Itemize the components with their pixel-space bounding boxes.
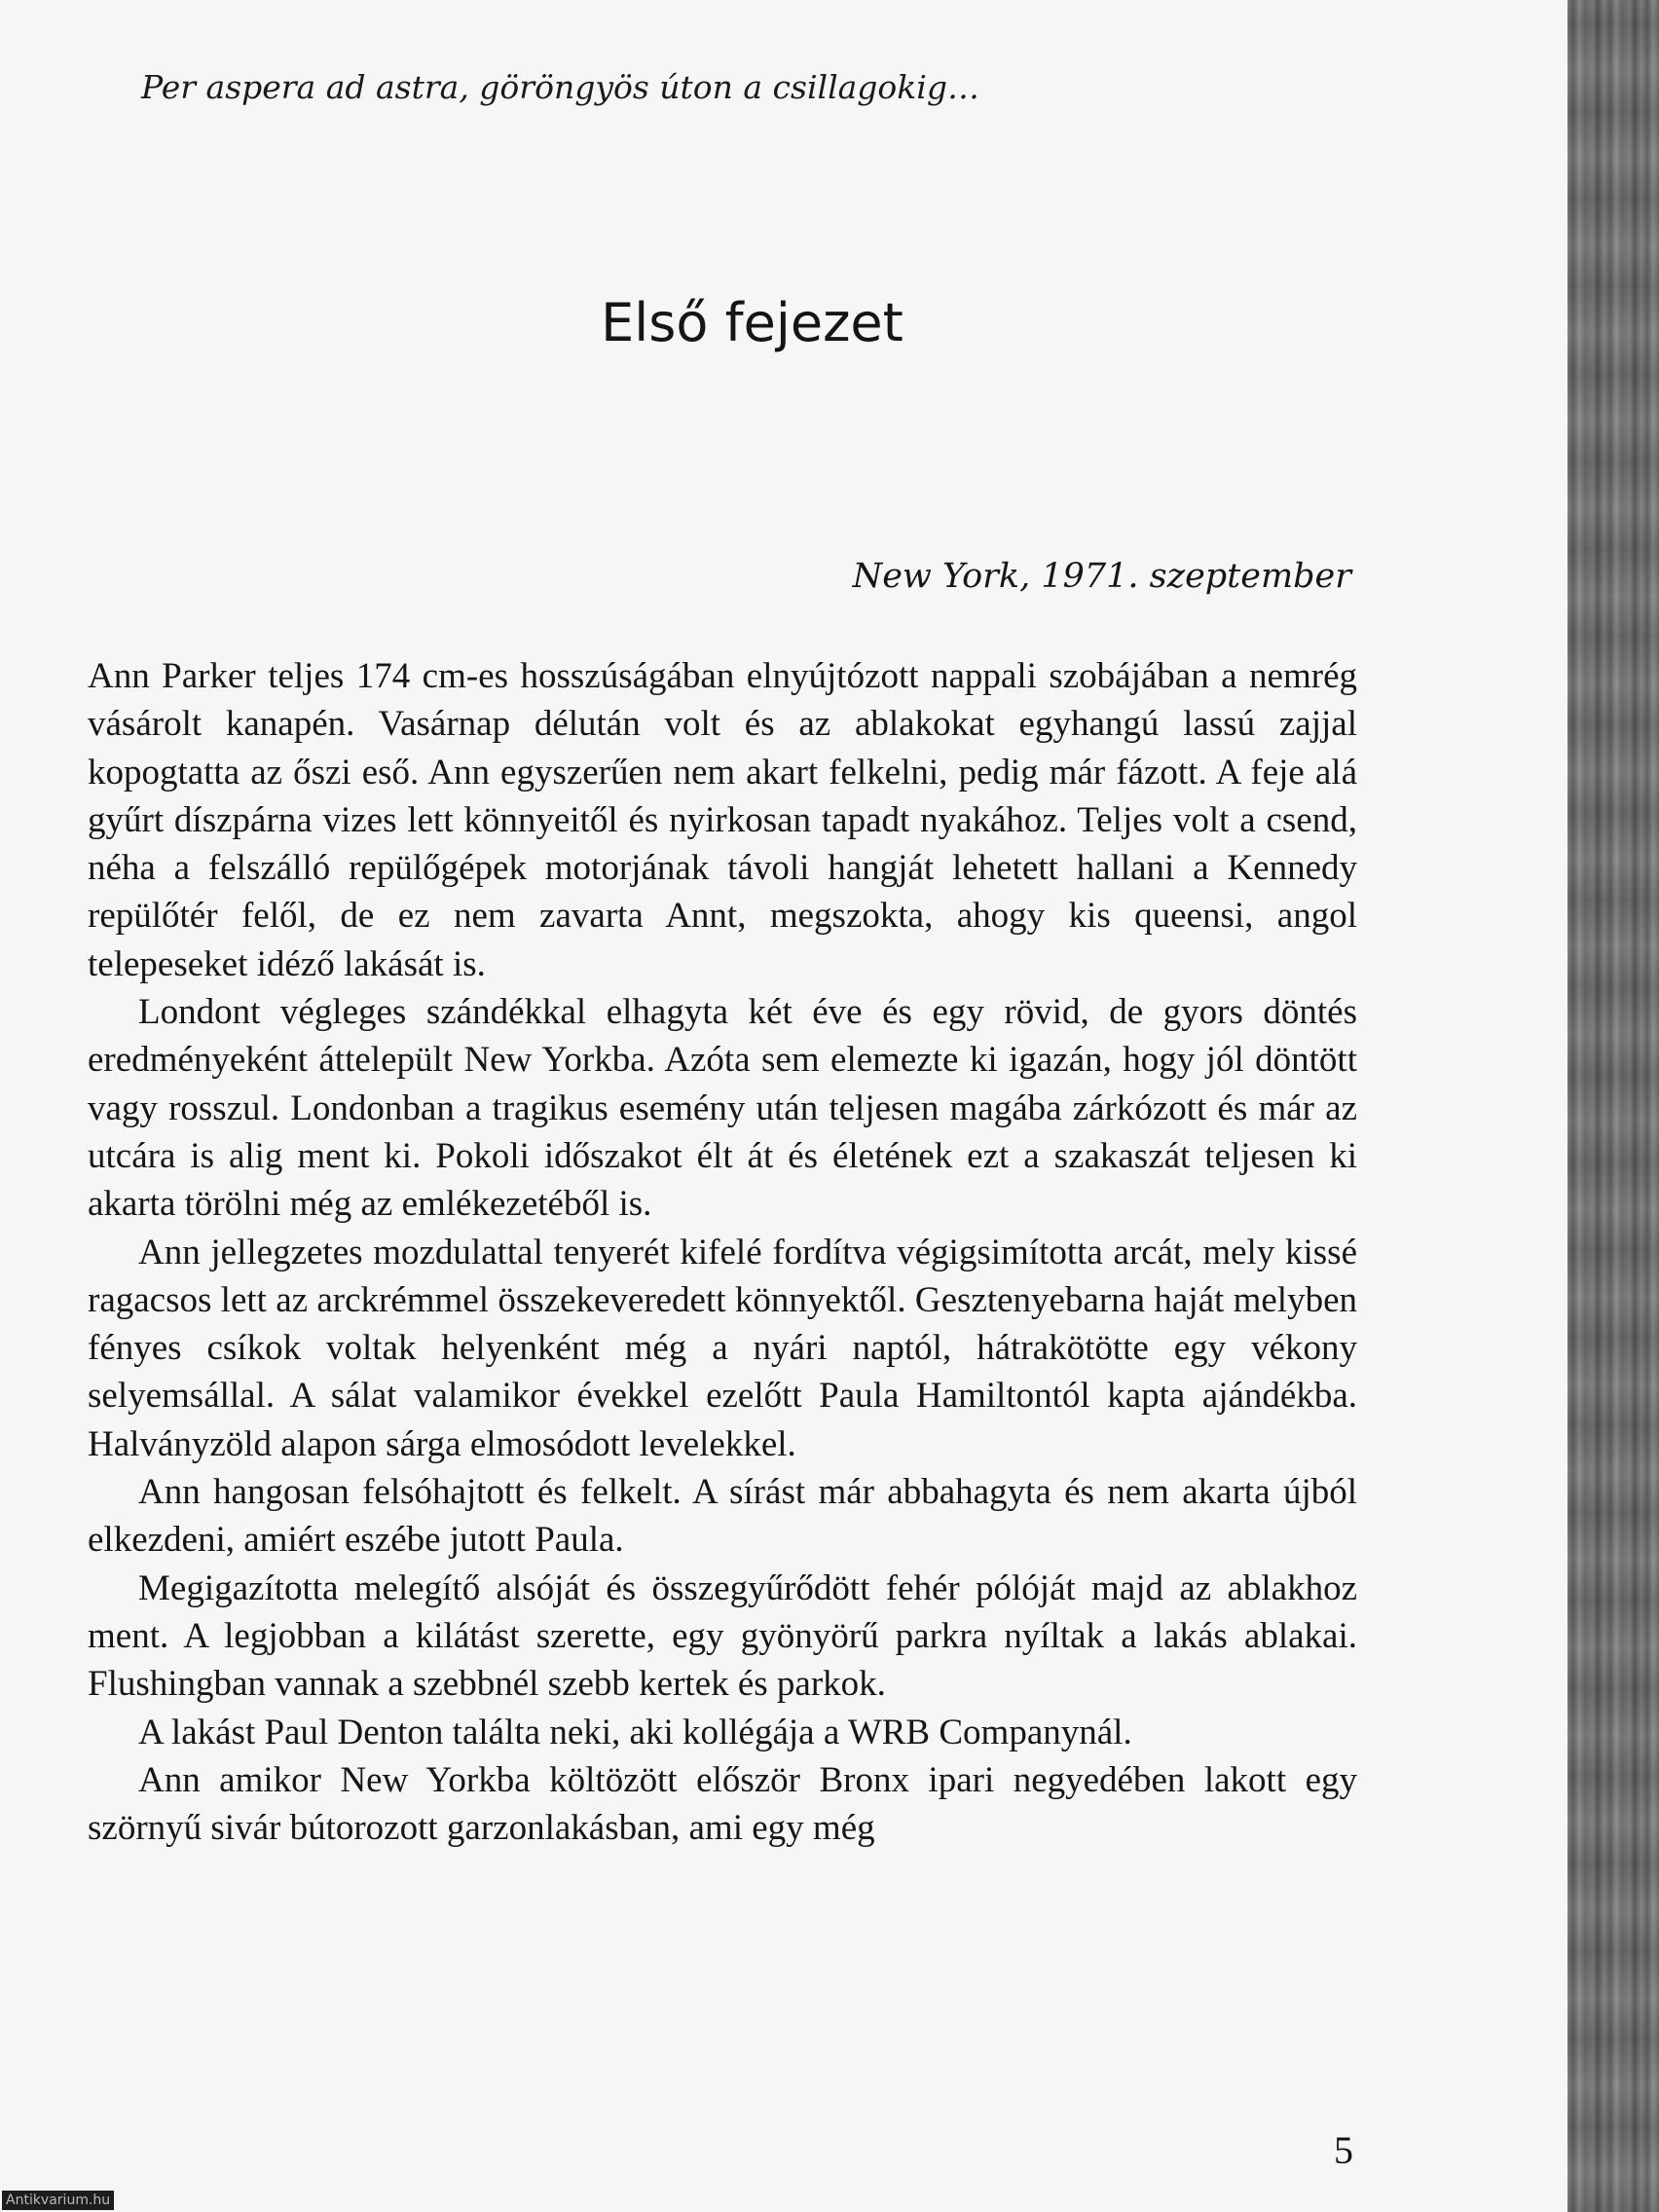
wooden-surface-background [1567,0,1659,2212]
paragraph: Londont végleges szándékkal elhagyta két éve és egy rövid, de gyors döntés eredményeként áttelepült New Yorkba. Azóta sem elemezte ki igazán, hogy jól döntött vagy rosszul. Londonban a tragikus esemény után teljesen magába zárkózott és már az utcára is alig ment ki. Pokoli időszakot élt át és életének ezt a szakaszát teljesen ki akarta törölni még az emlékezetéből is. [88,992,1357,1225]
paragraph: Ann jellegzetes mozdulattal tenyerét kifelé fordítva végigsimította arcát, mely kissé ragacsos lett az arckrémmel összekeveredett könnyektől. Gesztenyebarna haját melyben fényes csíkok voltak helyenként még a nyári naptól, hátrakötötte egy vékony selyemsállal. A sálat valamikor évekkel ezelőtt Paula Hamiltontól kapta ajándékba. Halványzöld alapon sárga elmosódott levelekkel. [88,1232,1357,1464]
chapter-title: Első fejezet [601,292,903,353]
dateline: New York, 1971. szeptember [852,557,1351,596]
epigraph: Per aspera ad astra, göröngyös úton a csillagokig… [141,68,979,106]
watermark: Antikvarium.hu [2,2191,114,2210]
paragraph: Megigazította melegítő alsóját és összegyűrődött fehér pólóját majd az ablakhoz ment. A legjobban a kilátást szerette, egy gyönyörű parkra nyíltak a lakás ablakai. Flushingban vannak a szebbnél szebb kertek és parkok. [88,1567,1357,1705]
paragraph: Ann Parker teljes 174 cm-es hosszúságában elnyújtózott nappali szobájában a nemrég vásárolt kanapén. Vasárnap délután volt és az ablakokat egyhangú lassú zajjal kopogtatta az őszi eső. Ann egyszerűen nem akart felkelni, pedig már fázott. A feje alá gyűrt díszpárna vizes lett könnyeitől és nyirkosan tapadt nyakához. Teljes volt a csend, néha a felszálló repülőgépek motorjának távoli hangját lehetett hallani a Kennedy repülőtér felől, de ez nem zavarta Annt, megszokta, ahogy kis queensi, angol telepeseket idéző lakását is. [88,656,1357,984]
page-number: 5 [1334,2128,1353,2172]
paragraph: A lakást Paul Denton találta neki, aki kollégája a WRB Companynál. [138,1712,1132,1752]
body-text [88,652,1357,1852]
paragraph: Ann amikor New Yorkba költözött először Bronx ipari negyedében lakott egy szörnyű sivár bútorozott garzonlakásban, ami egy még [88,1759,1357,1849]
paragraph: Ann hangosan felsóhajtott és felkelt. A sírást már abbahagyta és nem akarta újból elkezdeni, amiért eszébe jutott Paula. [88,1472,1357,1561]
